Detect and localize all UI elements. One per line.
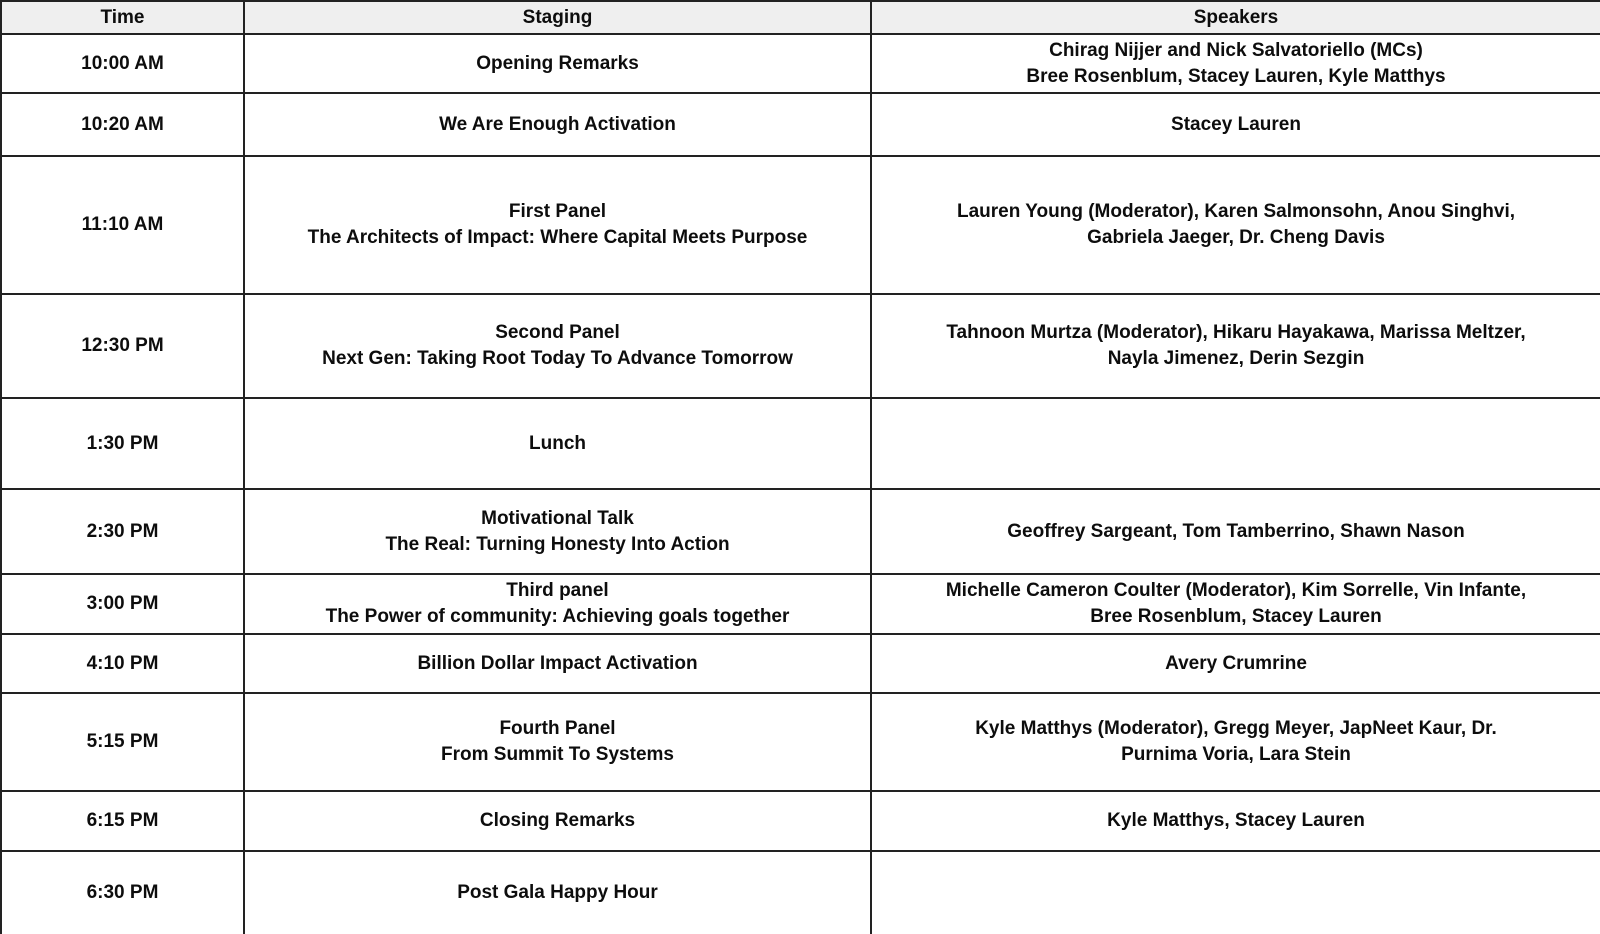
speakers-cell — [871, 489, 1600, 574]
staging-cell — [244, 574, 871, 634]
table-row — [1, 34, 1600, 93]
table-row — [1, 398, 1600, 489]
speakers-line: Bree Rosenblum, Stacey Lauren — [1090, 606, 1382, 627]
table-row — [1, 489, 1600, 574]
staging-line: First Panel — [508, 201, 607, 222]
staging-line: Third panel — [506, 580, 609, 601]
staging-cell — [244, 851, 871, 934]
staging-line: Closing Remarks — [479, 810, 636, 831]
time-cell: 12:30 PM — [1, 294, 244, 398]
time-cell: 11:10 AM — [1, 156, 244, 294]
speakers-line: Gabriela Jaeger, Dr. Cheng Davis — [1087, 227, 1385, 248]
time-cell: 5:15 PM — [1, 693, 244, 791]
speakers-line: Stacey Lauren — [1171, 113, 1301, 135]
table-row — [1, 634, 1600, 693]
speakers-line: Nayla Jimenez, Derin Sezgin — [1107, 348, 1365, 369]
staging-line: Second Panel — [495, 322, 620, 343]
time-cell: 10:20 AM — [1, 93, 244, 156]
speakers-cell — [871, 34, 1600, 93]
speakers-cell — [871, 851, 1600, 934]
staging-cell — [244, 34, 871, 93]
speakers-line: Chirag Nijjer and Nick Salvatoriello (MCs) — [1049, 39, 1423, 61]
time-cell: 6:15 PM — [1, 791, 244, 851]
table-row — [1, 574, 1600, 634]
time-cell: 1:30 PM — [1, 398, 244, 489]
speakers-cell — [871, 574, 1600, 634]
speakers-line: Avery Crumrine — [1165, 652, 1307, 674]
table-row — [1, 851, 1600, 934]
time-cell: 6:30 PM — [1, 851, 244, 934]
staging-cell — [244, 791, 871, 851]
staging-line: Next Gen: Taking Root Today To Advance Tomorrow — [322, 348, 793, 369]
staging-line: Billion Dollar Impact Activation — [417, 652, 698, 674]
speakers-cell — [871, 93, 1600, 156]
staging-line: We Are Enough Activation — [439, 113, 676, 135]
column-header-time: Time — [1, 1, 244, 34]
staging-cell — [244, 93, 871, 156]
speakers-line: Bree Rosenblum, Stacey Lauren, Kyle Matthys — [1026, 65, 1446, 87]
speakers-cell — [871, 634, 1600, 693]
staging-line: From Summit To Systems — [441, 744, 674, 765]
speakers-line: Geoffrey Sargeant, Tom Tamberrino, Shawn Nason — [1007, 520, 1465, 542]
speakers-cell — [871, 791, 1600, 851]
time-cell: 10:00 AM — [1, 34, 244, 93]
table-row — [1, 693, 1600, 791]
staging-line: The Architects of Impact: Where Capital Meets Purpose — [307, 227, 808, 248]
table-row — [1, 156, 1600, 294]
time-cell: 2:30 PM — [1, 489, 244, 574]
table-row — [1, 93, 1600, 156]
column-header-staging: Staging — [244, 1, 871, 34]
staging-line: The Power of community: Achieving goals together — [325, 606, 790, 627]
staging-line: Opening Remarks — [476, 52, 639, 74]
staging-cell — [244, 398, 871, 489]
staging-cell — [244, 156, 871, 294]
staging-cell — [244, 634, 871, 693]
time-cell: 3:00 PM — [1, 574, 244, 634]
speakers-line: Kyle Matthys (Moderator), Gregg Meyer, JapNeet Kaur, Dr. — [975, 718, 1497, 739]
speakers-line: Michelle Cameron Coulter (Moderator), Kim Sorrelle, Vin Infante, — [945, 580, 1527, 601]
staging-line: Motivational Talk — [481, 507, 634, 529]
speakers-line: Kyle Matthys, Stacey Lauren — [1107, 810, 1365, 831]
time-cell: 4:10 PM — [1, 634, 244, 693]
speakers-cell — [871, 156, 1600, 294]
speakers-line: Lauren Young (Moderator), Karen Salmonsohn, Anou Singhvi, — [956, 201, 1516, 222]
staging-line: Post Gala Happy Hour — [457, 882, 658, 903]
staging-cell — [244, 489, 871, 574]
column-header-speakers: Speakers — [871, 1, 1600, 34]
speakers-cell — [871, 294, 1600, 398]
speakers-cell — [871, 398, 1600, 489]
speakers-cell — [871, 693, 1600, 791]
staging-line: The Real: Turning Honesty Into Action — [385, 533, 730, 555]
speakers-line: Purnima Voria, Lara Stein — [1121, 744, 1351, 765]
staging-line: Lunch — [529, 432, 586, 454]
table-row — [1, 791, 1600, 851]
staging-cell — [244, 693, 871, 791]
header-row — [1, 1, 1600, 34]
staging-line: Fourth Panel — [499, 718, 616, 739]
staging-cell — [244, 294, 871, 398]
speakers-line: Tahnoon Murtza (Moderator), Hikaru Hayakawa, Marissa Meltzer, — [946, 322, 1526, 343]
table-row — [1, 294, 1600, 398]
